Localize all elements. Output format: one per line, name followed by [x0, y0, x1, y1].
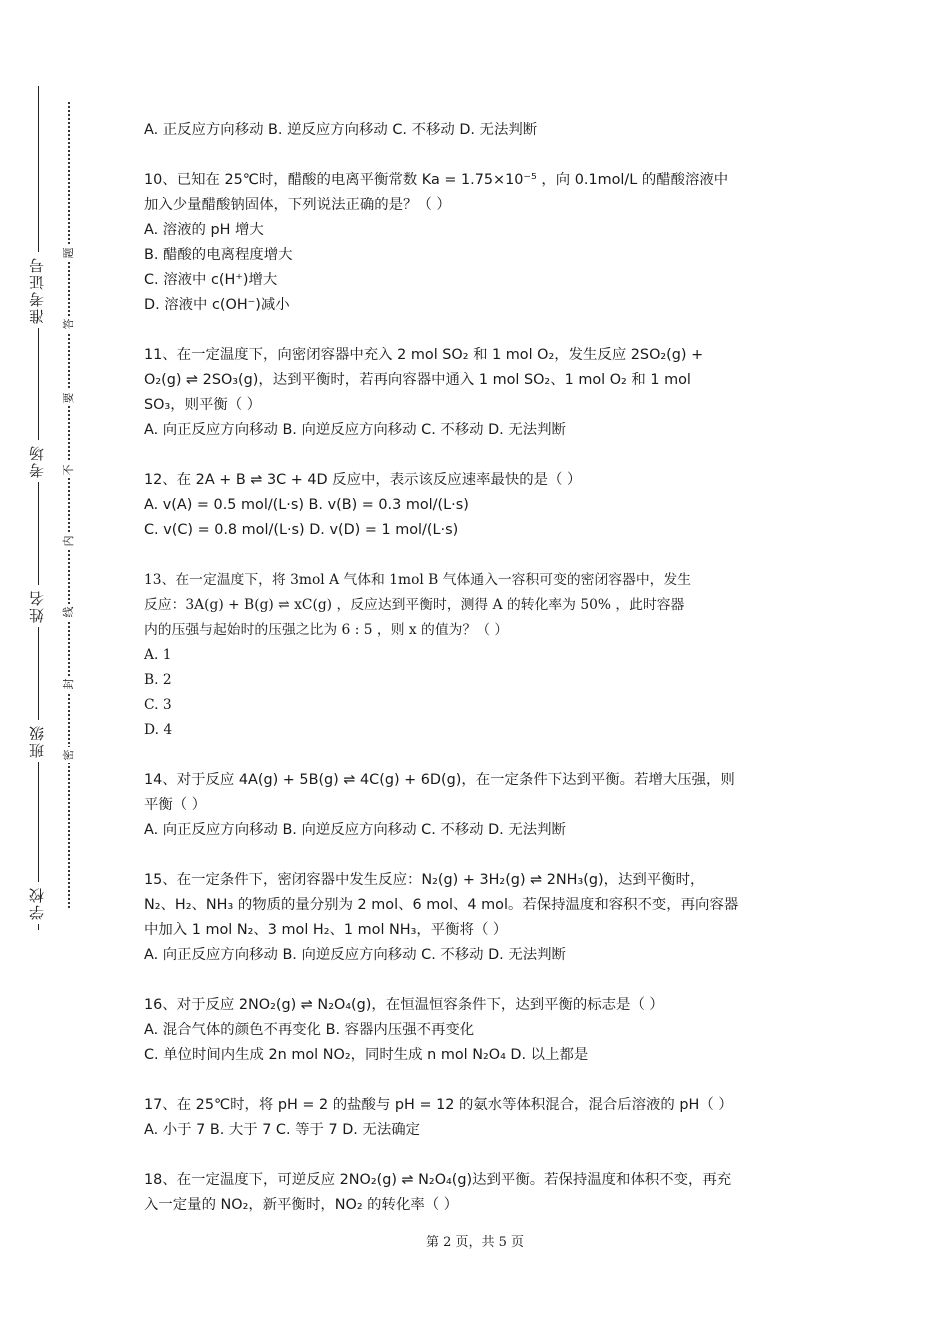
question-line: B. 醋酸的电离程度增大: [144, 247, 293, 263]
question-line: 18、在一定温度下，可逆反应 2NO₂(g) ⇌ N₂O₄(g)达到平衡。若保持温度和体积不变，再充: [144, 1172, 732, 1188]
question-line: C. v(C) = 0.8 mol/(L·s) D. v(D) = 1 mol/(L·s): [144, 522, 459, 538]
label-exam-number: 准考证号: [26, 252, 50, 328]
question-line: 内的压强与起始时的压强之比为 6 : 5 ，则 x 的值为？（ ）: [144, 622, 509, 638]
page-number: 第 2 页，共 5 页: [425, 1235, 525, 1250]
label-name: 姓名: [26, 585, 50, 627]
question-line: C. 单位时间内生成 2n mol NO₂，同时生成 n mol N₂O₄ D. 以上都是: [144, 1047, 589, 1063]
question-line: A. 正反应方向移动 B. 逆反应方向移动 C. 不移动 D. 无法判断: [144, 122, 538, 138]
question-line: A. 1: [144, 647, 172, 663]
question-line: B. 2: [144, 672, 172, 688]
question-block: [144, 1093, 812, 1143]
question-line: A. v(A) = 0.5 mol/(L·s) B. v(B) = 0.3 mol/(L·s): [144, 497, 469, 513]
question-block: [144, 343, 812, 443]
question-line: C. 溶液中 c(H⁺)增大: [144, 272, 278, 288]
question-line: 反应：3A(g) + B(g) ⇌ xC(g) ，反应达到平衡时，测得 A 的转化率为 50% ，此时容器: [144, 597, 685, 613]
question-line: 15、在一定条件下，密闭容器中发生反应：N₂(g) + 3H₂(g) ⇌ 2NH₃(g)，达到平衡时，: [144, 872, 705, 888]
question-block: [144, 1168, 812, 1218]
question-line: N₂、H₂、NH₃ 的物质的量分别为 2 mol、6 mol、4 mol。若保持温度和容积不变，再向容器: [144, 897, 739, 913]
seal-char-xian: 线: [57, 604, 79, 620]
label-class: 班级: [26, 720, 50, 762]
question-block: [144, 168, 812, 318]
question-block: [144, 868, 812, 968]
binding-line: [38, 86, 39, 930]
seal-char-feng: 封: [57, 676, 79, 692]
question-line: 12、在 2A + B ⇌ 3C + 4D 反应中，表示该反应速率最快的是（ ）: [144, 472, 582, 488]
question-line: A. 向正反应方向移动 B. 向逆反应方向移动 C. 不移动 D. 无法判断: [144, 822, 566, 838]
question-block: [144, 993, 812, 1068]
seal-char-nei: 内: [57, 533, 79, 549]
question-line: 11、在一定温度下，向密闭容器中充入 2 mol SO₂ 和 1 mol O₂，发生反应 2SO₂(g) +: [144, 347, 704, 363]
seal-char-da: 答: [57, 316, 79, 332]
question-line: 平衡（ ）: [144, 797, 207, 813]
question-line: A. 混合气体的颜色不再变化 B. 容器内压强不再变化: [144, 1022, 475, 1038]
seal-char-bu: 不: [57, 462, 79, 478]
seal-char-ti: 题: [57, 245, 79, 261]
question-line: D. 溶液中 c(OH⁻)减小: [144, 297, 290, 313]
question-line: C. 3: [144, 697, 172, 713]
seal-char-yao: 要: [57, 390, 79, 406]
question-line: 13、在一定温度下，将 3mol A 气体和 1mol B 气体通入一容积可变的密闭容器中，发生: [144, 572, 692, 588]
seal-dotted-line: [68, 102, 70, 908]
question-line: O₂(g) ⇌ 2SO₃(g)，达到平衡时，若再向容器中通入 1 mol SO₂、1 mol O₂ 和 1 mol: [144, 372, 691, 388]
question-line: SO₃，则平衡（ ）: [144, 397, 262, 413]
question-line: 17、在 25℃时，将 pH = 2 的盐酸与 pH = 12 的氨水等体积混合，混合后溶液的 pH（ ）: [144, 1097, 733, 1113]
question-line: A. 向正反应方向移动 B. 向逆反应方向移动 C. 不移动 D. 无法判断: [144, 947, 566, 963]
label-exam-room: 考场: [26, 440, 50, 482]
question-list: [144, 118, 812, 1243]
question-line: 16、对于反应 2NO₂(g) ⇌ N₂O₄(g)，在恒温恒容条件下，达到平衡的标志是（ ）: [144, 997, 664, 1013]
question-line: D. 4: [144, 722, 173, 738]
question-line: A. 溶液的 pH 增大: [144, 222, 264, 238]
question-line: 加入少量醋酸钠固体，下列说法正确的是？（ ）: [144, 197, 451, 213]
question-line: A. 小于 7 B. 大于 7 C. 等于 7 D. 无法确定: [144, 1122, 421, 1138]
question-line: A. 向正反应方向移动 B. 向逆反应方向移动 C. 不移动 D. 无法判断: [144, 422, 566, 438]
question-line: 14、对于反应 4A(g) + 5B(g) ⇌ 4C(g) + 6D(g)，在一定条件下达到平衡。若增大压强，则: [144, 772, 735, 788]
seal-char-mi: 密: [57, 747, 79, 763]
question-block: [144, 468, 812, 543]
label-school: 学校: [26, 882, 50, 924]
question-block: [144, 568, 812, 743]
question-block: [144, 118, 812, 143]
question-line: 中加入 1 mol N₂、3 mol H₂、1 mol NH₃，平衡将（ ）: [144, 922, 508, 938]
question-block: [144, 768, 812, 843]
question-line: 10、已知在 25℃时，醋酸的电离平衡常数 Ka = 1.75×10⁻⁵ ，向 0.1mol/L 的醋酸溶液中: [144, 172, 729, 188]
question-line: 入一定量的 NO₂，新平衡时，NO₂ 的转化率（ ）: [144, 1197, 459, 1213]
